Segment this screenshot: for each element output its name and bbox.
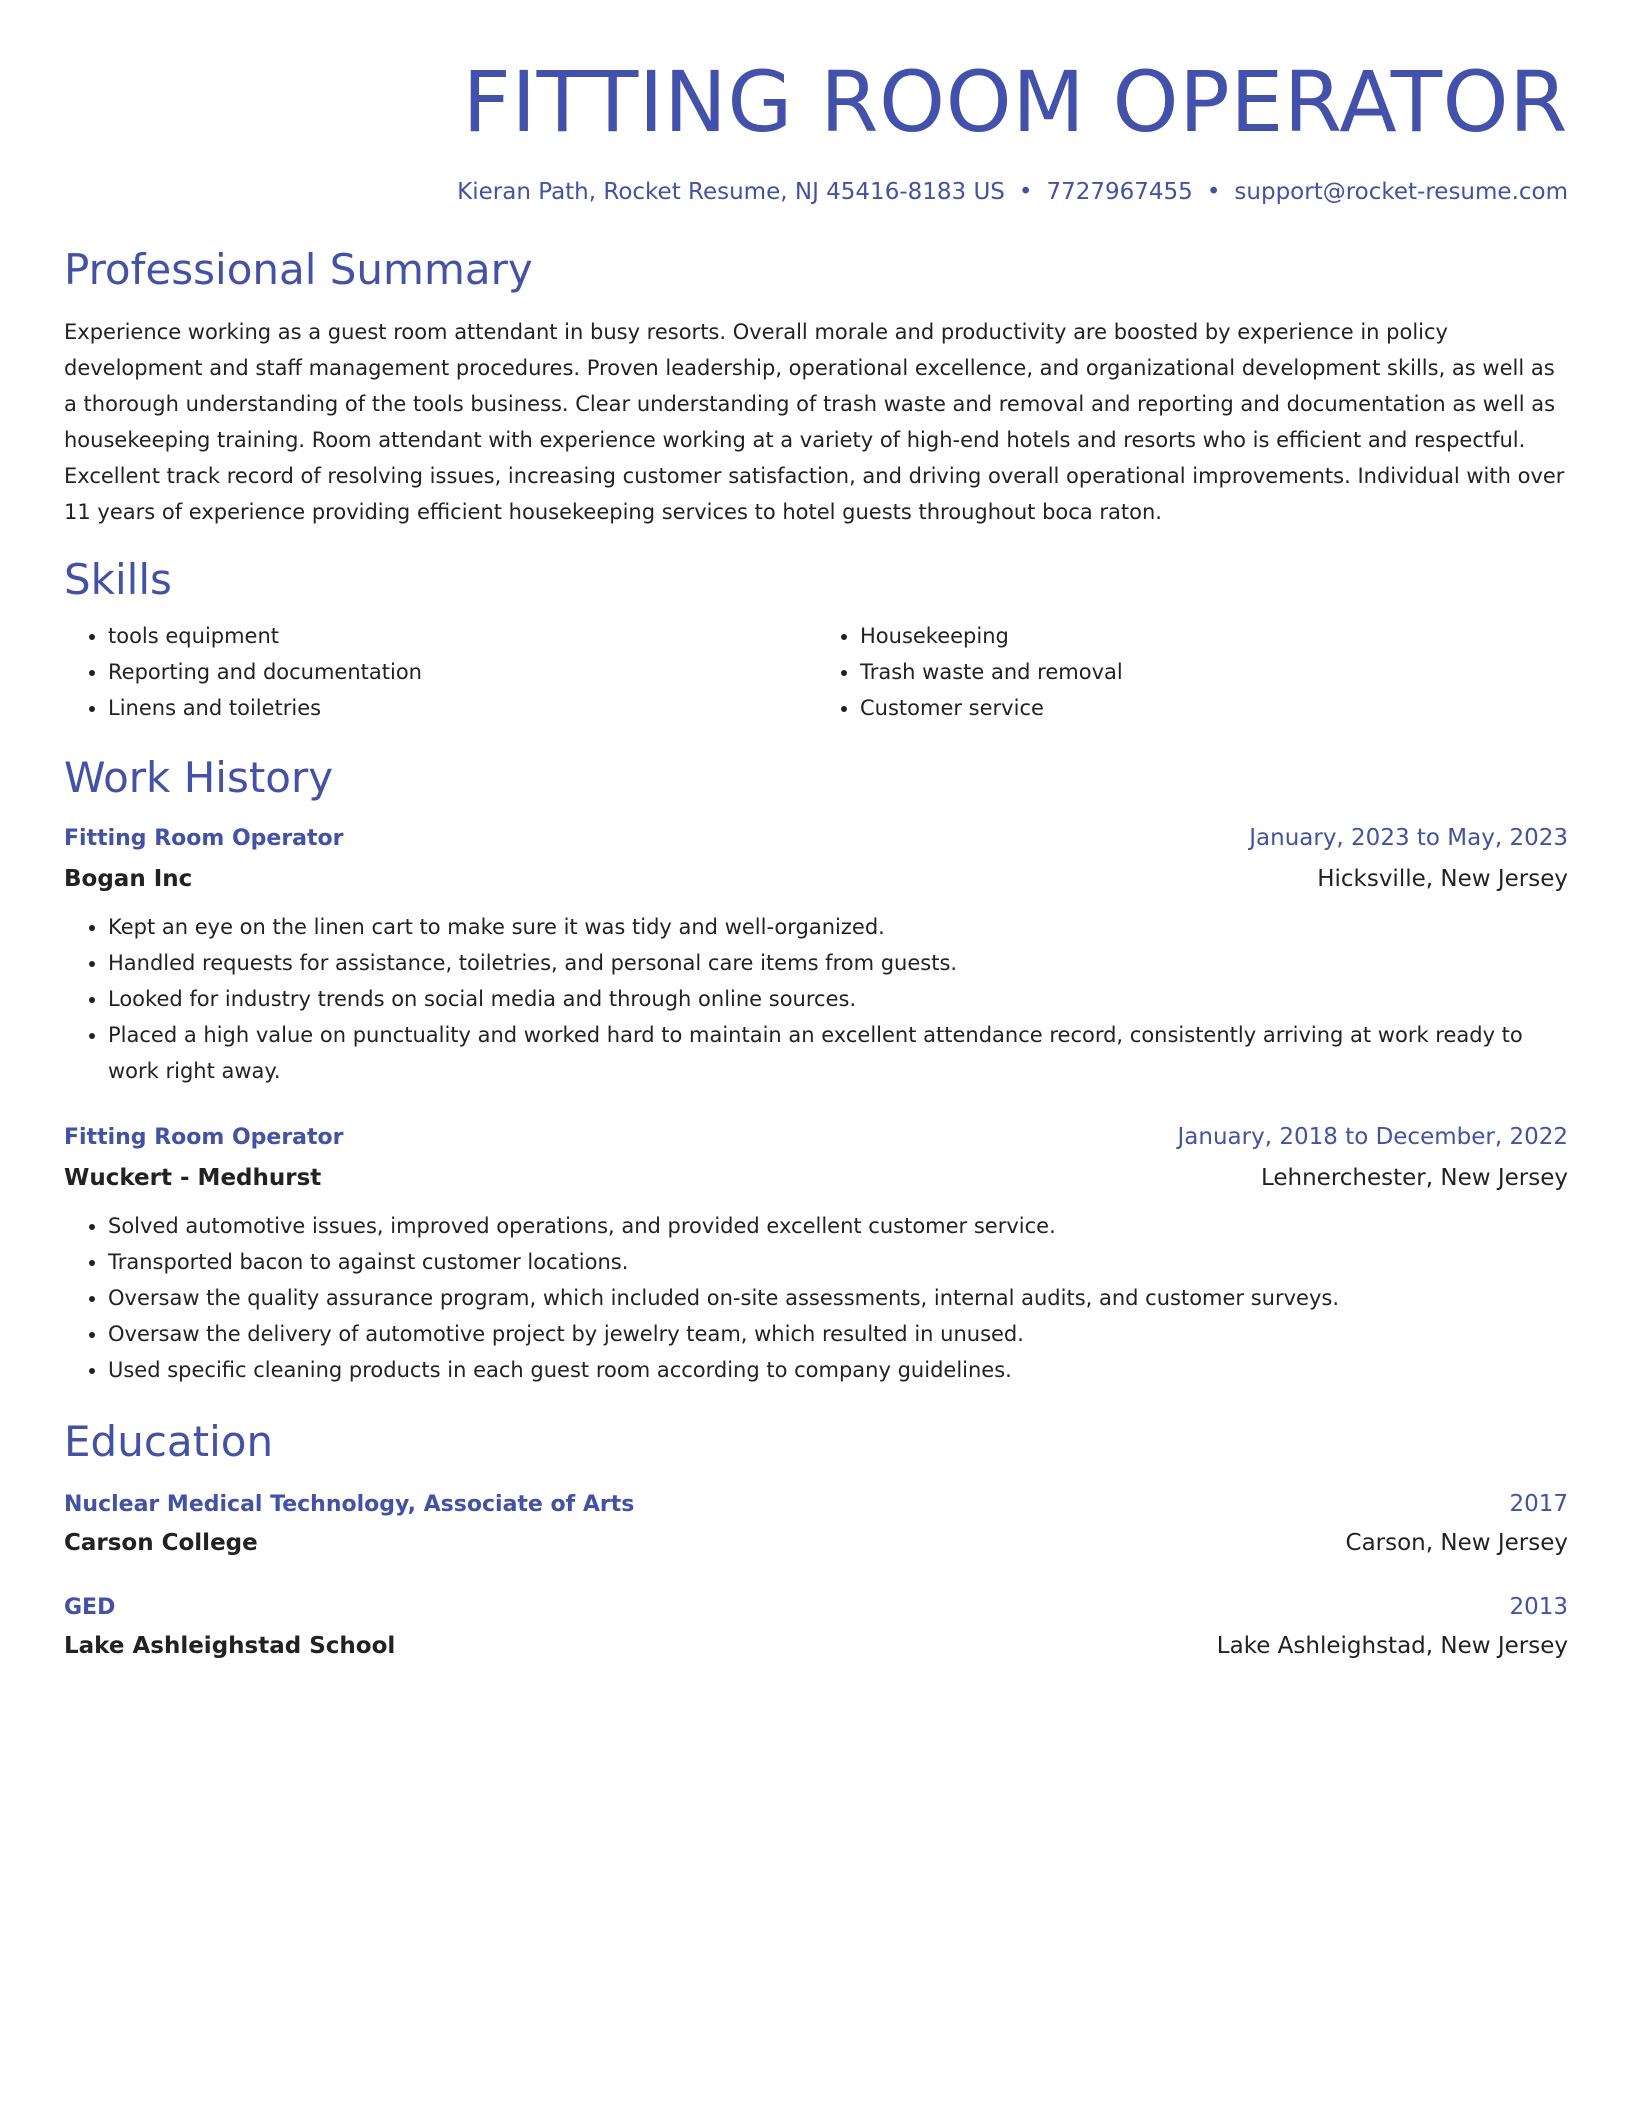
job-title: Fitting Room Operator	[64, 1125, 344, 1150]
job-entry	[64, 1119, 1568, 1388]
job-title: Fitting Room Operator	[64, 826, 344, 851]
contact-phone: 7727967455	[1046, 179, 1193, 205]
skill-item: • Linens and toiletries	[108, 690, 816, 726]
skill-item: • Trash waste and removal	[860, 654, 1568, 690]
job-company: Bogan Inc	[64, 866, 193, 892]
education-year: 2013	[1509, 1594, 1568, 1620]
summary-heading: Professional Summary	[64, 245, 533, 294]
education-degree: GED	[64, 1595, 116, 1620]
job-location: Hicksville, New Jersey	[1317, 866, 1568, 892]
job-bullet: • Solved automotive issues, improved operations, and provided excellent customer service.	[108, 1208, 1568, 1244]
job-bullet: • Looked for industry trends on social media and through online sources.	[108, 981, 1568, 1017]
job-bullet: • Placed a high value on punctuality and worked hard to maintain an excellent attendance record, consistently arriving at work ready to work right away.	[108, 1017, 1568, 1089]
education-location: Carson, New Jersey	[1345, 1530, 1568, 1556]
resume-title: FITTING ROOM OPERATOR	[462, 53, 1568, 151]
skill-item: • Customer service	[860, 690, 1568, 726]
job-bullet: • Used specific cleaning products in each guest room according to company guidelines.	[108, 1352, 1568, 1388]
skills-list	[64, 618, 1568, 726]
contact-line	[64, 176, 1568, 208]
education-school-row	[64, 1523, 1568, 1563]
education-location: Lake Ashleighstad, New Jersey	[1216, 1633, 1568, 1659]
skill-item: • Reporting and documentation	[108, 654, 816, 690]
job-bullet: • Handled requests for assistance, toiletries, and personal care items from guests.	[108, 945, 1568, 981]
education-header-row	[64, 1486, 1568, 1523]
job-bullet: • Transported bacon to against customer locations.	[108, 1244, 1568, 1280]
education-school-row	[64, 1626, 1568, 1666]
job-header-row	[64, 1119, 1568, 1156]
contact-separator: •	[1206, 179, 1221, 205]
job-header-row	[64, 820, 1568, 857]
education-header-row	[64, 1589, 1568, 1626]
education-entry	[64, 1589, 1568, 1666]
job-company: Wuckert - Medhurst	[64, 1165, 322, 1191]
education-school: Carson College	[64, 1530, 258, 1556]
skill-item: • tools equipment	[108, 618, 816, 654]
skill-item: • Housekeeping	[860, 618, 1568, 654]
education-entry	[64, 1486, 1568, 1563]
job-bullet: • Oversaw the quality assurance program, which included on-site assessments, internal audits, and customer surveys.	[108, 1280, 1568, 1316]
job-dates: January, 2023 to May, 2023	[1249, 825, 1568, 851]
education-degree: Nuclear Medical Technology, Associate of Arts	[64, 1492, 635, 1517]
job-bullet: • Kept an eye on the linen cart to make sure it was tidy and well-organized.	[108, 909, 1568, 945]
contact-address: Kieran Path, Rocket Resume, NJ 45416-8183 US	[457, 179, 1005, 205]
job-company-row	[64, 1156, 1568, 1200]
job-company-row	[64, 857, 1568, 901]
job-dates: January, 2018 to December, 2022	[1177, 1124, 1568, 1150]
contact-separator: •	[1018, 179, 1033, 205]
work-history-heading: Work History	[64, 753, 334, 802]
contact-email: support@rocket-resume.com	[1234, 179, 1568, 205]
education-heading: Education	[64, 1417, 274, 1466]
skills-heading: Skills	[64, 555, 172, 604]
skills-column-left	[64, 618, 816, 726]
job-bullets	[64, 909, 1568, 1089]
job-bullets	[64, 1208, 1568, 1388]
job-entry	[64, 820, 1568, 1089]
job-location: Lehnerchester, New Jersey	[1260, 1165, 1568, 1191]
education-school: Lake Ashleighstad School	[64, 1633, 396, 1659]
job-bullet: • Oversaw the delivery of automotive project by jewelry team, which resulted in unused.	[108, 1316, 1568, 1352]
summary-text: Experience working as a guest room attendant in busy resorts. Overall morale and productivity are boosted by experience in policy development and staff management procedures. Proven leadership, operational excellence, and organizational development skills, as well as a thorough understanding of the tools business. Clear understanding of trash waste and removal and reporting and documentation as well as housekeeping training. Room attendant with experience working at a variety of high-end hotels and resorts who is efficient and respectful. Excellent track record of resolving issues, increasing customer satisfaction, and driving overall operational improvements. Individual with over 11 years of experience providing efficient housekeeping services to hotel guests throughout boca raton.	[64, 320, 1565, 524]
education-year: 2017	[1509, 1491, 1568, 1517]
skills-column-right	[816, 618, 1568, 726]
